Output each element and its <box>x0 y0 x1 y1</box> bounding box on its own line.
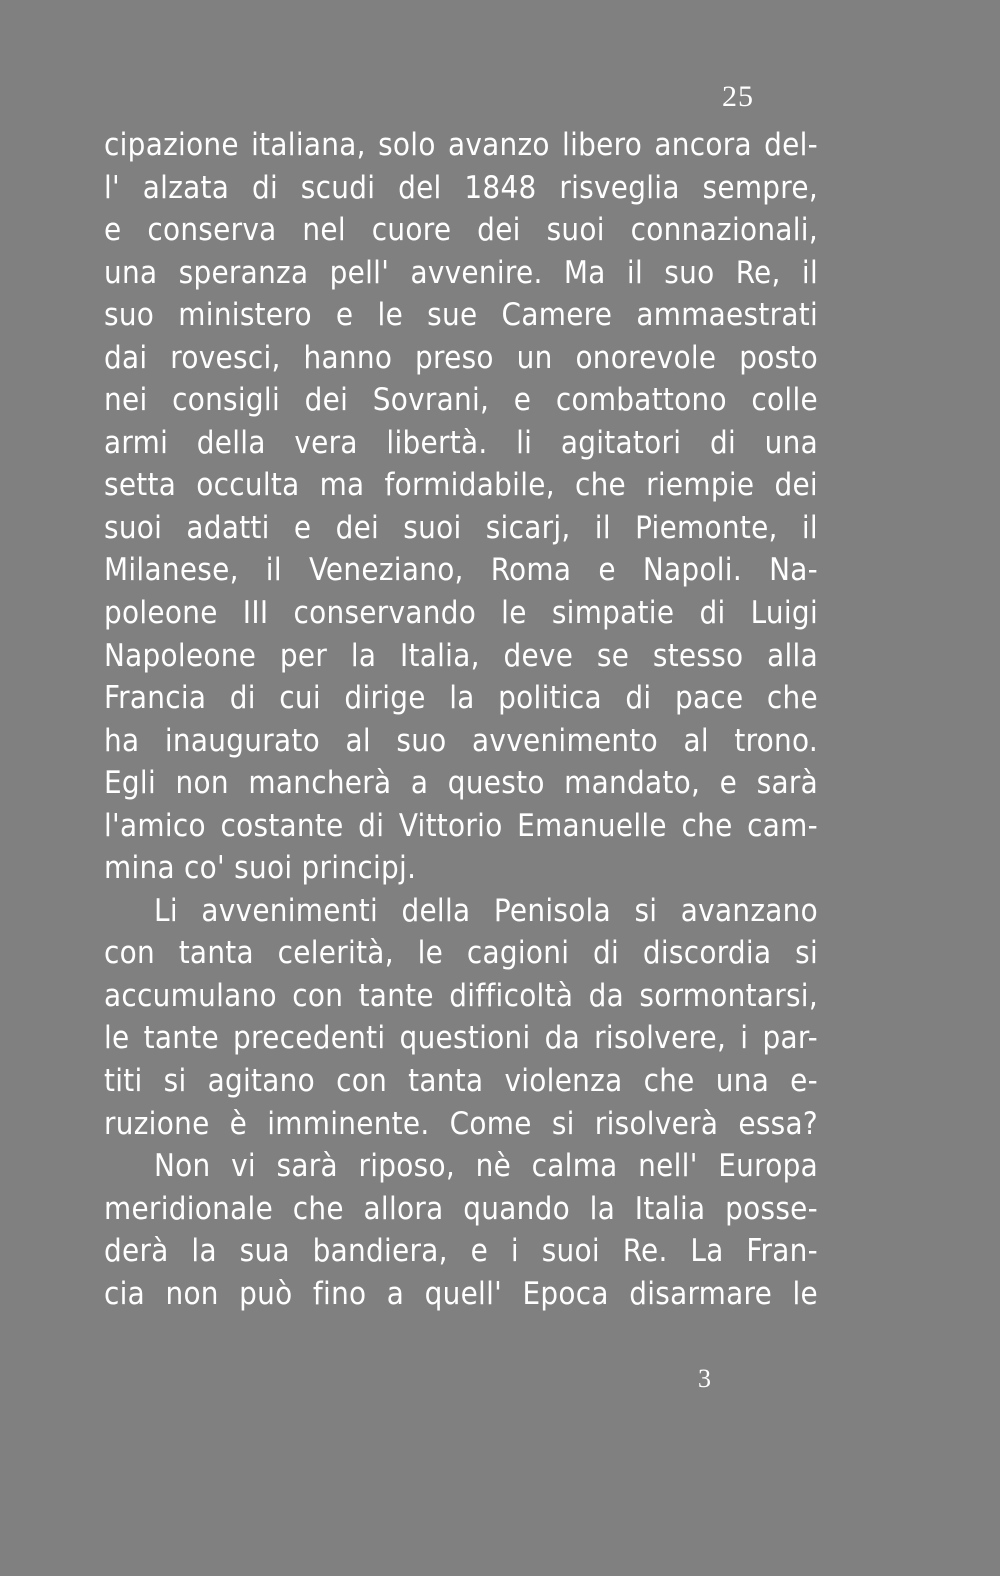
signature-mark: 3 <box>698 1364 711 1393</box>
text-line: Francia di cui dirige la politica di pace che <box>104 680 818 717</box>
text-line: suo ministero e le sue Camere ammaestrati <box>104 297 818 334</box>
page-number: 25 <box>722 80 754 113</box>
body-text <box>104 124 818 1315</box>
paragraph-start-line: Non vi sarà riposo, nè calma nell' Europa <box>154 1148 818 1185</box>
text-line: armi della vera libertà. li agitatori di una <box>104 424 818 461</box>
text-line: le tante precedenti questioni da risolvere, i par- <box>104 1020 818 1057</box>
text-line: setta occulta ma formidabile, che riempie dei <box>104 467 818 504</box>
text-line: Napoleone per la Italia, deve se stesso alla <box>104 637 818 674</box>
text-line: dai rovesci, hanno preso un onorevole posto <box>104 339 818 376</box>
text-line: accumulano con tante difficoltà da sormontarsi, <box>104 977 818 1014</box>
text-line: una speranza pell' avvenire. Ma il suo Re, il <box>104 254 818 291</box>
text-line: meridionale che allora quando la Italia posse- <box>104 1190 818 1227</box>
text-line: derà la sua bandiera, e i suoi Re. La Fran- <box>104 1233 818 1270</box>
text-line: nei consigli dei Sovrani, e combattono colle <box>104 382 818 419</box>
text-line: ha inaugurato al suo avvenimento al trono. <box>104 722 818 759</box>
text-line: Milanese, il Veneziano, Roma e Napoli. Na- <box>104 552 818 589</box>
text-line: l'amico costante di Vittorio Emanuelle che cam- <box>104 807 818 844</box>
text-line: ruzione è imminente. Come si risolverà essa? <box>104 1105 818 1142</box>
text-line: l' alzata di scudi del 1848 risveglia sempre, <box>104 169 818 206</box>
paragraph-start-line: Li avvenimenti della Penisola si avanzano <box>154 892 818 929</box>
text-line: con tanta celerità, le cagioni di discordia si <box>104 935 818 972</box>
text-line: cia non può fino a quell' Epoca disarmare le <box>104 1275 818 1312</box>
text-line: Egli non mancherà a questo mandato, e sarà <box>104 765 818 802</box>
text-line: cipazione italiana, solo avanzo libero ancora del- <box>104 127 818 163</box>
text-line: titi si agitano con tanta violenza che una e- <box>104 1063 818 1100</box>
text-line: suoi adatti e dei suoi sicarj, il Piemonte, il <box>104 509 818 546</box>
text-line: poleone III conservando le simpatie di Luigi <box>104 595 818 632</box>
paragraph-end-line: mina co' suoi principj. <box>104 850 417 887</box>
text-line: e conserva nel cuore dei suoi connazionali, <box>104 212 818 249</box>
